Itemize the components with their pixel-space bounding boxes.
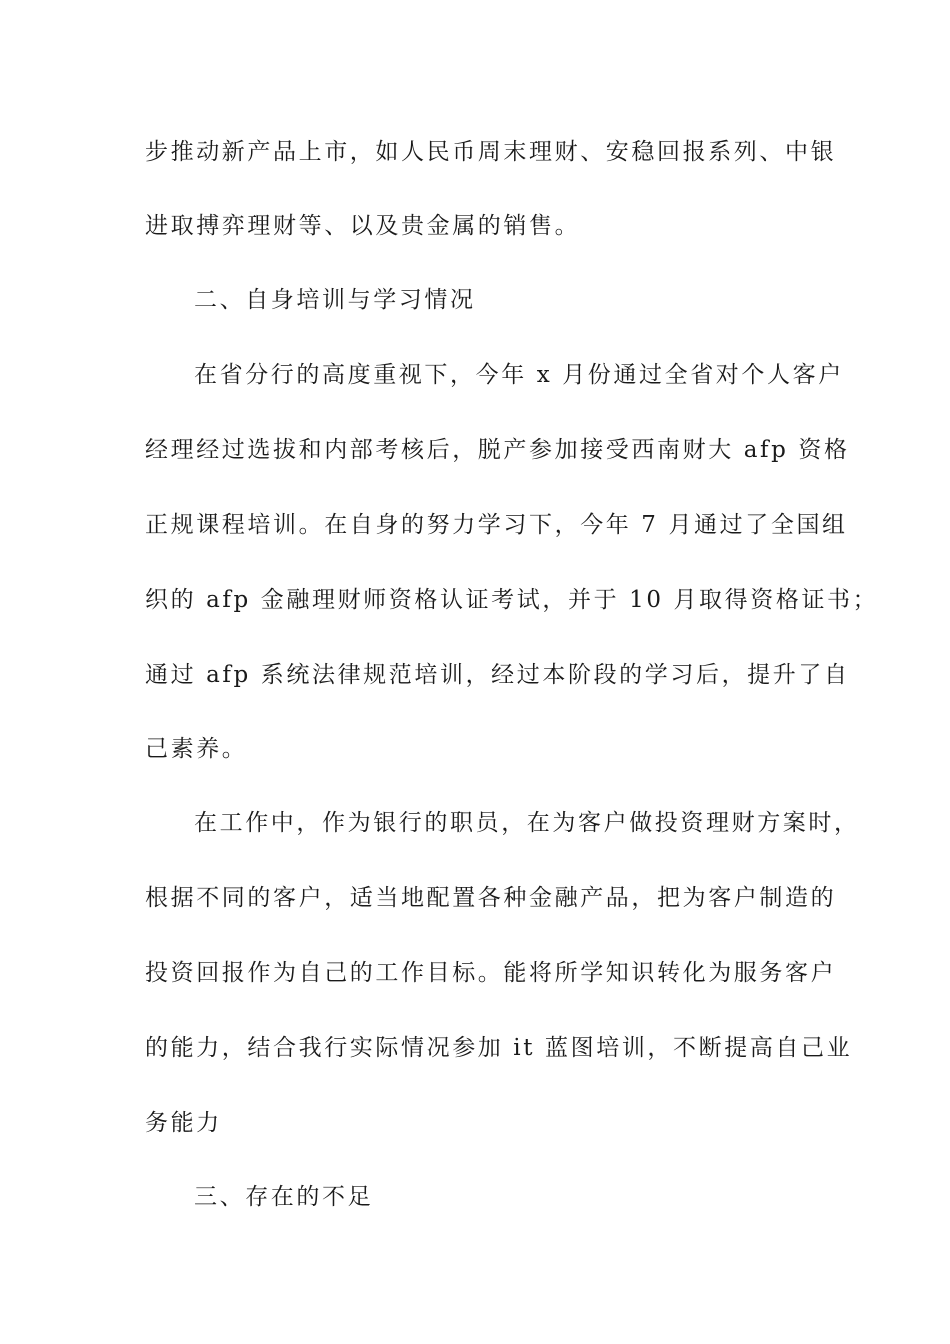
paragraph-line: 织的 afp 金融理财师资格认证考试，并于 10 月取得资格证书； xyxy=(145,587,879,613)
paragraph-line: 经理经过选拔和内部考核后，脱产参加接受西南财大 afp 资格 xyxy=(145,437,850,463)
paragraph-line: 己素养。 xyxy=(145,736,248,762)
paragraph-line: 进取搏弈理财等、以及贵金属的销售。 xyxy=(145,213,581,239)
paragraph-line: 正规课程培训。在自身的努力学习下，今年 7 月通过了全国组 xyxy=(145,512,848,538)
paragraph-line: 的能力，结合我行实际情况参加 it 蓝图培训，不断提高自己业 xyxy=(145,1035,853,1061)
section-heading: 三、存在的不足 xyxy=(194,1184,374,1210)
paragraph-line: 根据不同的客户，适当地配置各种金融产品，把为客户制造的 xyxy=(145,885,837,911)
paragraph-line: 在工作中，作为银行的职员，在为客户做投资理财方案时， xyxy=(194,810,860,836)
paragraph-line: 通过 afp 系统法律规范培训，经过本阶段的学习后，提升了自 xyxy=(145,662,850,688)
section-heading: 二、自身培训与学习情况 xyxy=(194,287,476,313)
paragraph-line: 投资回报作为自己的工作目标。能将所学知识转化为服务客户 xyxy=(145,960,837,986)
paragraph-line: 在省分行的高度重视下，今年 x 月份通过全省对个人客户 xyxy=(194,362,844,388)
paragraph-line: 务能力 xyxy=(145,1110,222,1136)
paragraph-line: 步推动新产品上市，如人民币周末理财、安稳回报系列、中银 xyxy=(145,139,837,165)
